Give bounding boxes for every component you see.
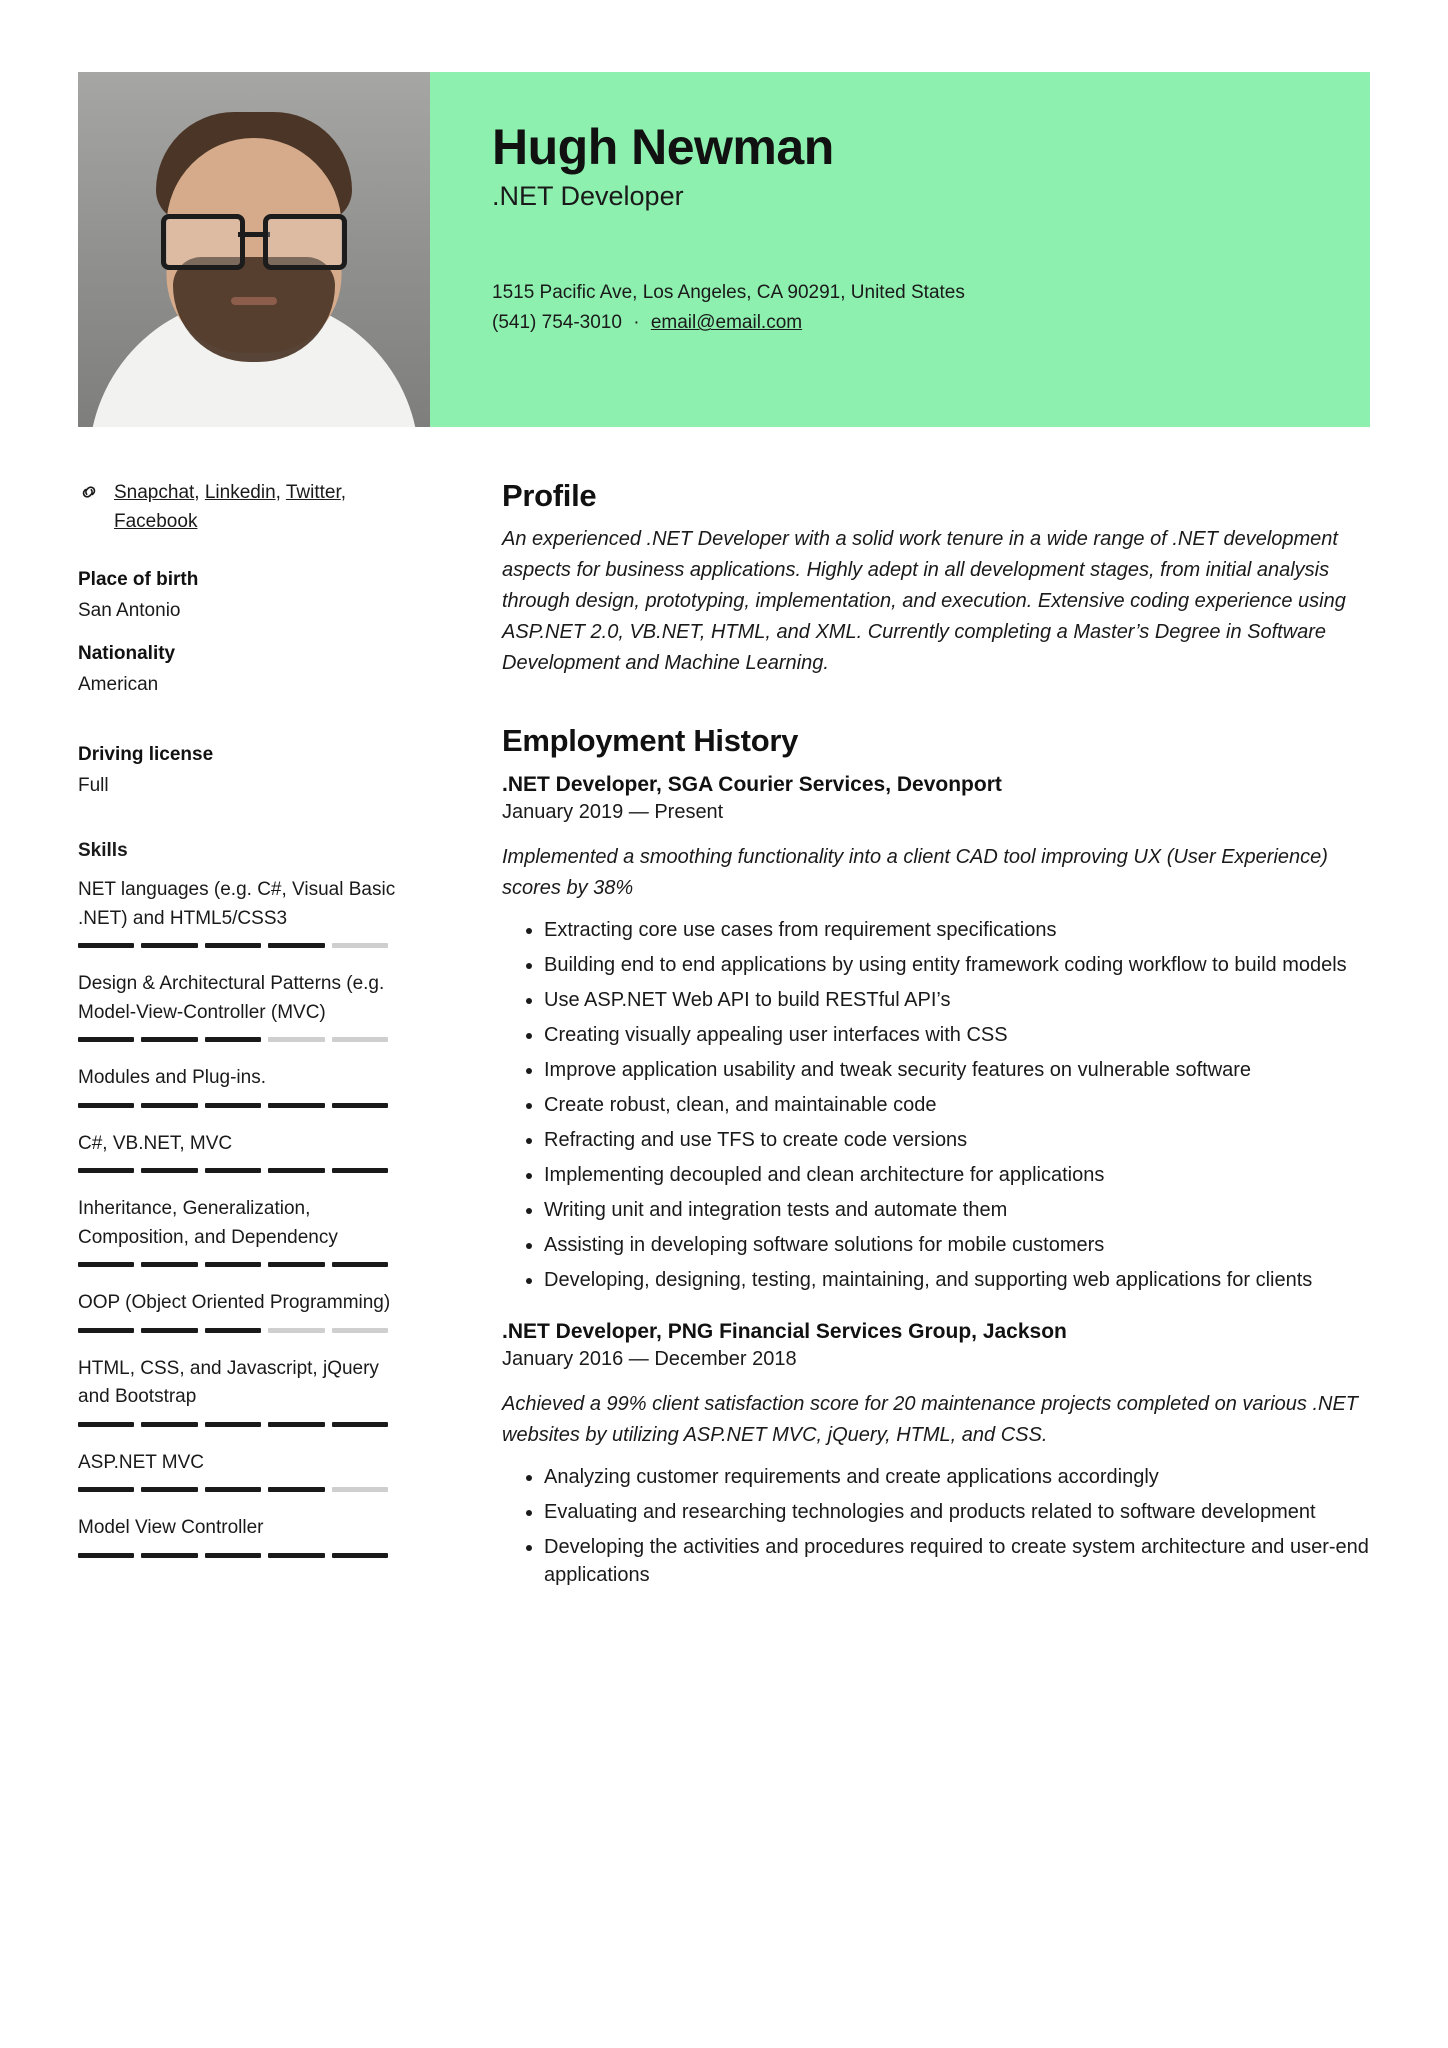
job-heading: .NET Developer, SGA Courier Services, Devonport (502, 773, 1002, 796)
job-summary: Implemented a smoothing functionality into a client CAD tool improving UX (User Experience) scores by 38% (502, 846, 1328, 899)
job-bullet: • Developing, designing, testing, maintaining, and supporting web applications for clients (544, 1266, 1378, 1294)
field-label-driving-license: Driving license (78, 743, 214, 765)
section-title-profile: Profile (502, 478, 597, 513)
job-bullet: • Assisting in developing software solutions for mobile customers (544, 1231, 1378, 1259)
skill-item (78, 1064, 398, 1108)
contact-separator: · (633, 312, 640, 334)
job-heading: .NET Developer, PNG Financial Services Group, Jackson (502, 1320, 1067, 1343)
skill-name: NET languages (e.g. C#, Visual Basic .NET) and HTML5/CSS3 (78, 879, 396, 929)
skill-name: ASP.NET MVC (78, 1451, 205, 1473)
avatar (78, 72, 430, 427)
profile-text: An experienced .NET Developer with a solid work tenure in a wide range of .NET development aspects for business applications. Highly adept in all development stages, from initial analysis through design, prototyping, implementation, and execution. Extensive coding experience using ASP.NET 2.0, VB.NET, HTML, and XML. Currently completing a Master’s Degree in Software Development and Machine Learning. (502, 528, 1346, 674)
address-line: 1515 Pacific Ave, Los Angeles, CA 90291, United States (492, 282, 965, 303)
sidebar (78, 478, 398, 1580)
skill-name: Design & Architectural Patterns (e.g. Model-View-Controller (MVC) (78, 973, 385, 1023)
job-bullet: • Creating visually appealing user interfaces with CSS (544, 1021, 1378, 1049)
skill-level-bar (78, 1328, 388, 1333)
skill-item (78, 1514, 398, 1558)
field-label-place-of-birth: Place of birth (78, 568, 199, 590)
job-summary: Achieved a 99% client satisfaction score for 20 maintenance projects completed on various .NET websites by utilizing ASP.NET MVC, jQuery, HTML, and CSS. (502, 1393, 1358, 1446)
job-bullet: • Refracting and use TFS to create code versions (544, 1126, 1378, 1154)
skill-level-bar (78, 1553, 388, 1558)
field-value-driving-license: Full (78, 774, 109, 796)
job-bullet: • Writing unit and integration tests and automate them (544, 1196, 1378, 1224)
job-bullet: • Analyzing customer requirements and create applications accordingly (544, 1463, 1378, 1491)
social-sep-2: , (340, 482, 347, 503)
job-bullets (502, 916, 1378, 1294)
skill-item (78, 1289, 398, 1333)
skill-item (78, 876, 398, 948)
photo-mouth (231, 297, 277, 305)
header-band (430, 72, 1370, 427)
skill-name: Modules and Plug-ins. (78, 1067, 266, 1089)
skill-name: Model View Controller (78, 1517, 264, 1539)
main-content (502, 478, 1378, 1615)
social-links-row (78, 478, 398, 537)
job-bullet: • Evaluating and researching technologies and products related to software development (544, 1498, 1378, 1526)
employment-entry (502, 773, 1378, 1294)
skill-name: HTML, CSS, and Javascript, jQuery and Bootstrap (78, 1357, 379, 1408)
skill-level-bar (78, 943, 388, 948)
social-link-twitter[interactable]: Twitter (285, 482, 341, 503)
skill-item (78, 1130, 398, 1174)
phone-email-line (492, 308, 1370, 338)
contact-block (492, 278, 1370, 339)
resume-header (78, 72, 1370, 427)
skill-item (78, 1449, 398, 1493)
skill-level-bar (78, 1487, 388, 1492)
glasses-icon (161, 214, 347, 260)
job-dates: January 2019 — Present (502, 801, 724, 823)
skill-level-bar (78, 1103, 388, 1108)
social-sep-1: , (275, 482, 286, 503)
section-title-employment-history: Employment History (502, 723, 799, 758)
photo-lens-right (263, 214, 347, 270)
skill-name: Inheritance, Generalization, Composition, and Dependency (78, 1198, 338, 1248)
job-bullet: • Improve application usability and tweak security features on vulnerable software (544, 1056, 1378, 1084)
phone-text: (541) 754-3010 (492, 312, 622, 334)
field-value-nationality: American (78, 674, 159, 696)
skill-item (78, 970, 398, 1042)
job-title: .NET Developer (492, 181, 684, 211)
social-links (114, 478, 398, 537)
social-link-linkedin[interactable]: Linkedin (204, 482, 276, 503)
social-link-snapchat[interactable]: Snapchat (114, 482, 195, 503)
social-sep-0: , (194, 482, 205, 503)
photo-lens-left (161, 214, 245, 270)
field-value-place-of-birth: San Antonio (78, 599, 181, 621)
skill-level-bar (78, 1037, 388, 1042)
job-bullet: • Building end to end applications by using entity framework coding workflow to build models (544, 951, 1378, 979)
skill-level-bar (78, 1422, 388, 1427)
social-link-facebook[interactable]: Facebook (114, 511, 198, 533)
job-bullet: • Use ASP.NET Web API to build RESTful API’s (544, 986, 1378, 1014)
link-icon (78, 481, 100, 503)
email-link[interactable]: email@email.com (650, 312, 803, 334)
skill-item (78, 1195, 398, 1267)
job-bullet: • Developing the activities and procedures required to create system architecture and user-end applications (544, 1533, 1378, 1589)
page-title: Hugh Newman (492, 119, 834, 175)
field-label-nationality: Nationality (78, 643, 176, 665)
skill-item (78, 1355, 398, 1427)
job-dates: January 2016 — December 2018 (502, 1348, 797, 1370)
skills-heading: Skills (78, 840, 128, 862)
job-bullet: • Create robust, clean, and maintainable code (544, 1091, 1378, 1119)
skill-level-bar (78, 1168, 388, 1173)
employment-entry (502, 1320, 1378, 1589)
skill-name: C#, VB.NET, MVC (78, 1132, 233, 1154)
job-bullet: • Implementing decoupled and clean architecture for applications (544, 1161, 1378, 1189)
skill-level-bar (78, 1262, 388, 1267)
job-bullets (502, 1463, 1378, 1589)
job-bullet: • Extracting core use cases from requirement specifications (544, 916, 1378, 944)
skill-name: OOP (Object Oriented Programming) (78, 1292, 391, 1314)
